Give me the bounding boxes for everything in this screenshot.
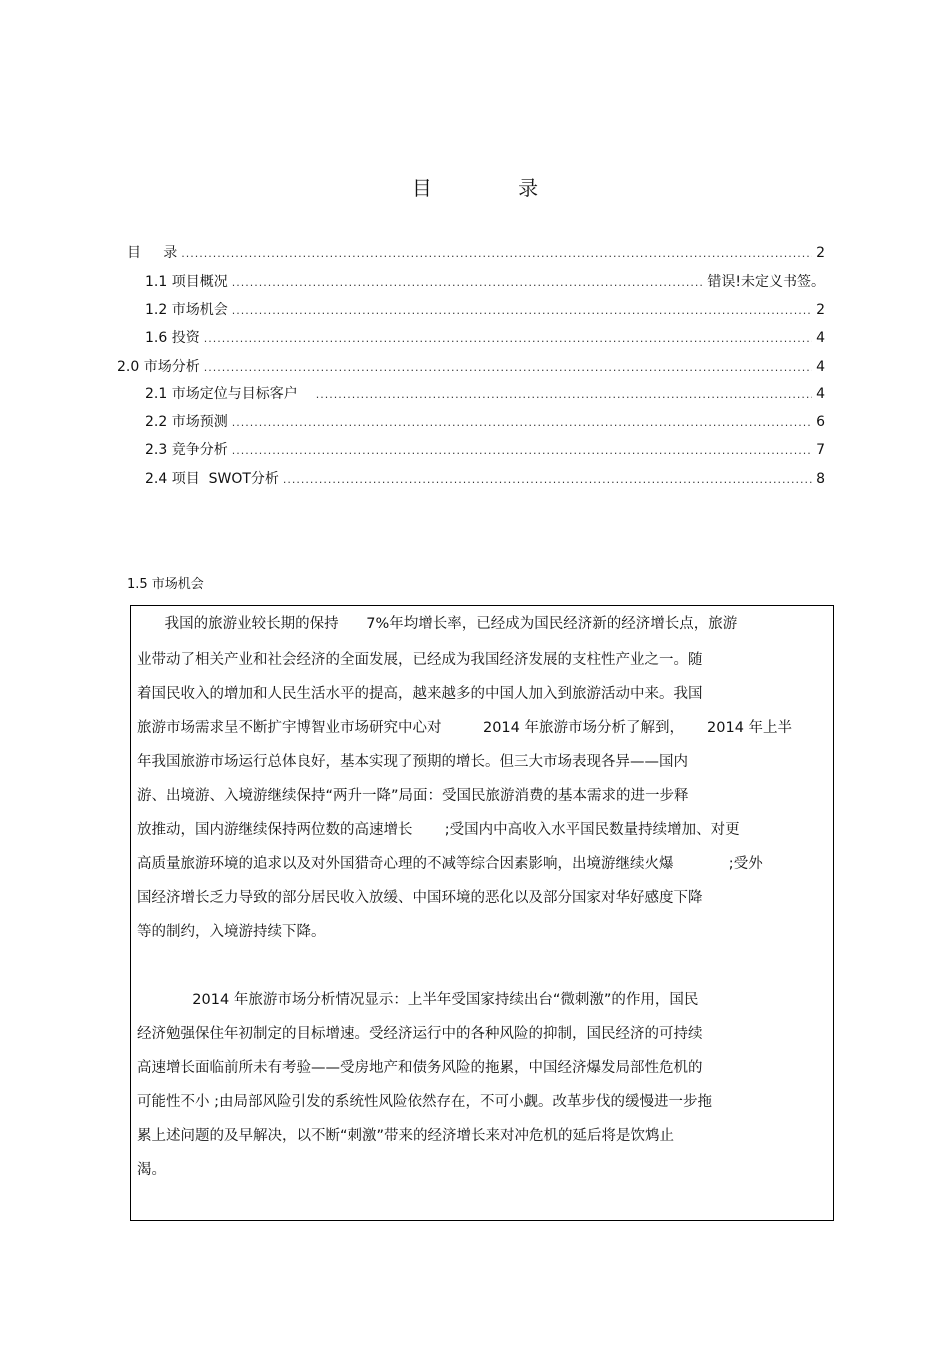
toc-leader — [232, 416, 812, 429]
paragraph-line: 游、出境游、入境游继续保持“两升一降”局面：受国民旅游消费的基本需求的进一步释 — [137, 788, 689, 804]
toc-label: 2.3 竞争分析 — [145, 442, 228, 458]
paragraph-line: 可能性不小 ;由局部风险引发的系统性风险依然存在，不可小觑。改革步伐的缓慢进一步拖 — [137, 1094, 712, 1110]
paragraph-line: 国经济增长乏力导致的部分居民收入放缓、中国环境的恶化以及部分国家对华好感度下降 — [137, 890, 703, 906]
paragraph-line: 高速增长面临前所未有考验——受房地产和债务风险的拖累，中国经济爆发局部性危机的 — [137, 1060, 703, 1076]
toc-entry[interactable] — [145, 271, 825, 291]
toc-leader — [204, 332, 812, 345]
section-heading: 1.5 市场机会 — [127, 577, 204, 592]
paragraph-line: 2014 年旅游市场分析情况显示：上半年受国家持续出台“微刺激”的作用，国民 — [137, 992, 699, 1008]
toc-leader — [232, 444, 812, 457]
paragraph-line: 我国的旅游业较长期的保持 7%年均增长率，已经成为国民经济新的经济增长点，旅游 — [137, 616, 738, 632]
toc-leader — [232, 304, 812, 317]
toc-label: 1.2 市场机会 — [145, 302, 228, 318]
toc-label: 1.6 投资 — [145, 330, 200, 346]
toc-leader — [316, 388, 812, 401]
toc-page: 8 — [816, 471, 825, 487]
toc-page: 2 — [816, 245, 825, 261]
toc-entry[interactable] — [145, 439, 825, 459]
toc-page: 4 — [816, 330, 825, 346]
paragraph-line: 业带动了相关产业和社会经济的全面发展，已经成为我国经济发展的支柱性产业之一。随 — [137, 652, 703, 668]
toc-leader — [204, 361, 812, 374]
paragraph-line: 年我国旅游市场运行总体良好，基本实现了预期的增长。但三大市场表现各异——国内 — [137, 754, 688, 770]
toc-entry[interactable] — [145, 411, 825, 431]
paragraph-line: 高质量旅游环境的追求以及对外国猎奇心理的不减等综合因素影响，出境游继续火爆 ;受外 — [137, 856, 763, 872]
toc-entry[interactable] — [145, 468, 825, 488]
toc-page: 6 — [816, 414, 825, 430]
toc-entry[interactable] — [127, 242, 825, 262]
toc-leader — [232, 276, 704, 289]
toc-page: 7 — [816, 442, 825, 458]
paragraph-line: 旅游市场需求呈不断扩宇博智业市场研究中心对 2014 年旅游市场分析了解到， 2014 年上半 — [137, 720, 793, 736]
toc-leader — [181, 247, 812, 260]
toc-page: 4 — [816, 386, 825, 402]
toc-label: 1.1 项目概况 — [145, 274, 228, 290]
toc-page: 错误!未定义书签。 — [707, 274, 825, 290]
paragraph-line: 经济勉强保住年初制定的目标增速。受经济运行中的各种风险的抑制，国民经济的可持续 — [137, 1026, 703, 1042]
toc-entry[interactable] — [117, 356, 825, 376]
toc-entry[interactable] — [145, 299, 825, 319]
content-box — [130, 605, 834, 1221]
toc-page: 4 — [816, 359, 825, 375]
toc-page: 2 — [816, 302, 825, 318]
paragraph-line: 着国民收入的增加和人民生活水平的提高，越来越多的中国人加入到旅游活动中来。我国 — [137, 686, 703, 702]
toc-entry[interactable] — [145, 383, 825, 403]
paragraph-line: 渴。 — [137, 1162, 166, 1178]
toc-label: 2.1 市场定位与目标客户 — [145, 386, 298, 402]
toc-entry[interactable] — [145, 327, 825, 347]
toc-label: 目 录 — [127, 245, 178, 261]
paragraph-line: 放推动，国内游继续保持两位数的高速增长 ;受国内中高收入水平国民数量持续增加、对更 — [137, 822, 740, 838]
toc-label: 2.0 市场分析 — [117, 359, 200, 375]
toc-leader — [283, 473, 812, 486]
paragraph-line: 等的制约，入境游持续下降。 — [137, 924, 326, 940]
paragraph-line: 累上述问题的及早解决，以不断“刺激”带来的经济增长来对冲危机的延后将是饮鸩止 — [137, 1128, 675, 1144]
toc-label: 2.4 项目 SWOT分析 — [145, 471, 279, 487]
toc-label: 2.2 市场预测 — [145, 414, 228, 430]
toc-title: 目 录 — [411, 176, 579, 200]
